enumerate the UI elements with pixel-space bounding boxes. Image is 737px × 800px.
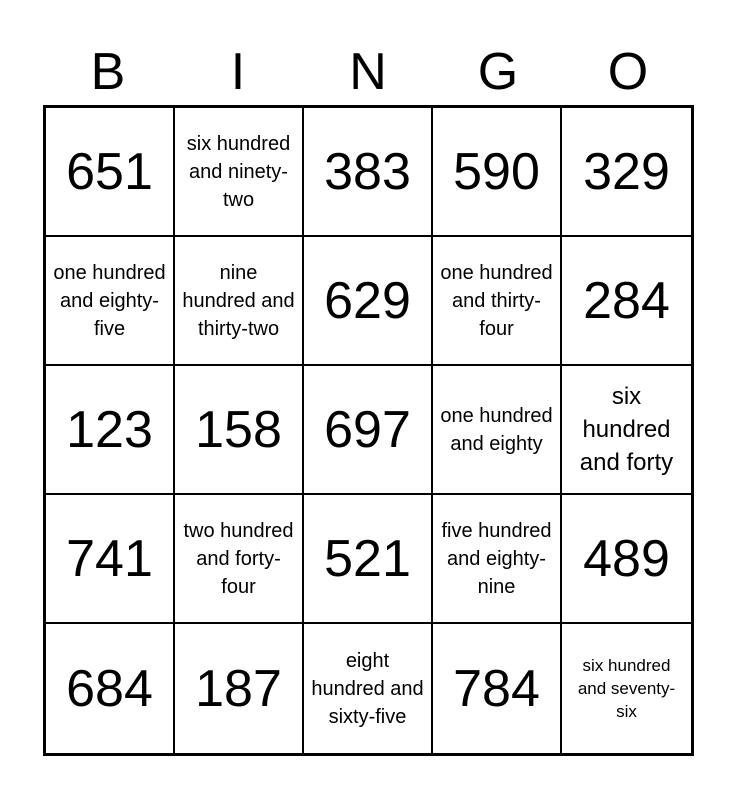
bingo-cell-r1-c3[interactable]: one hundred and thirty-four bbox=[433, 237, 562, 366]
bingo-cell-r4-c2[interactable]: eight hundred and sixty-five bbox=[304, 624, 433, 753]
header-letter-o: O bbox=[607, 43, 649, 101]
bingo-cell-r2-c1[interactable]: 158 bbox=[175, 366, 304, 495]
bingo-board bbox=[43, 105, 694, 756]
header-letter-i: I bbox=[230, 43, 246, 101]
bingo-cell-r1-c0[interactable]: one hundred and eighty-five bbox=[46, 237, 175, 366]
bingo-cell-r1-c1[interactable]: nine hundred and thirty-two bbox=[175, 237, 304, 366]
bingo-cell-r2-c4[interactable]: six hundred and forty bbox=[562, 366, 691, 495]
bingo-cell-r3-c2[interactable]: 521 bbox=[304, 495, 433, 624]
bingo-header bbox=[43, 40, 693, 104]
bingo-cell-r0-c1[interactable]: six hundred and ninety-two bbox=[175, 108, 304, 237]
bingo-cell-r1-c4[interactable]: 284 bbox=[562, 237, 691, 366]
bingo-cell-r2-c2[interactable]: 697 bbox=[304, 366, 433, 495]
bingo-cell-r3-c0[interactable]: 741 bbox=[46, 495, 175, 624]
bingo-cell-r2-c0[interactable]: 123 bbox=[46, 366, 175, 495]
bingo-cell-r2-c3[interactable]: one hundred and eighty bbox=[433, 366, 562, 495]
bingo-cell-r3-c3[interactable]: five hundred and eighty-nine bbox=[433, 495, 562, 624]
bingo-cell-r0-c3[interactable]: 590 bbox=[433, 108, 562, 237]
bingo-cell-r3-c1[interactable]: two hundred and forty-four bbox=[175, 495, 304, 624]
bingo-cell-r0-c0[interactable]: 651 bbox=[46, 108, 175, 237]
bingo-cell-r0-c4[interactable]: 329 bbox=[562, 108, 691, 237]
bingo-cell-r4-c1[interactable]: 187 bbox=[175, 624, 304, 753]
bingo-cell-r4-c0[interactable]: 684 bbox=[46, 624, 175, 753]
header-letter-b: B bbox=[90, 43, 126, 101]
header-letter-n: N bbox=[349, 43, 387, 101]
bingo-cell-r0-c2[interactable]: 383 bbox=[304, 108, 433, 237]
header-letter-g: G bbox=[477, 43, 519, 101]
bingo-cell-r1-c2[interactable]: 629 bbox=[304, 237, 433, 366]
bingo-cell-r4-c4[interactable]: six hundred and seventy-six bbox=[577, 656, 676, 721]
bingo-cell-r4-c3[interactable]: 784 bbox=[433, 624, 562, 753]
bingo-cell-r3-c4[interactable]: 489 bbox=[562, 495, 691, 624]
